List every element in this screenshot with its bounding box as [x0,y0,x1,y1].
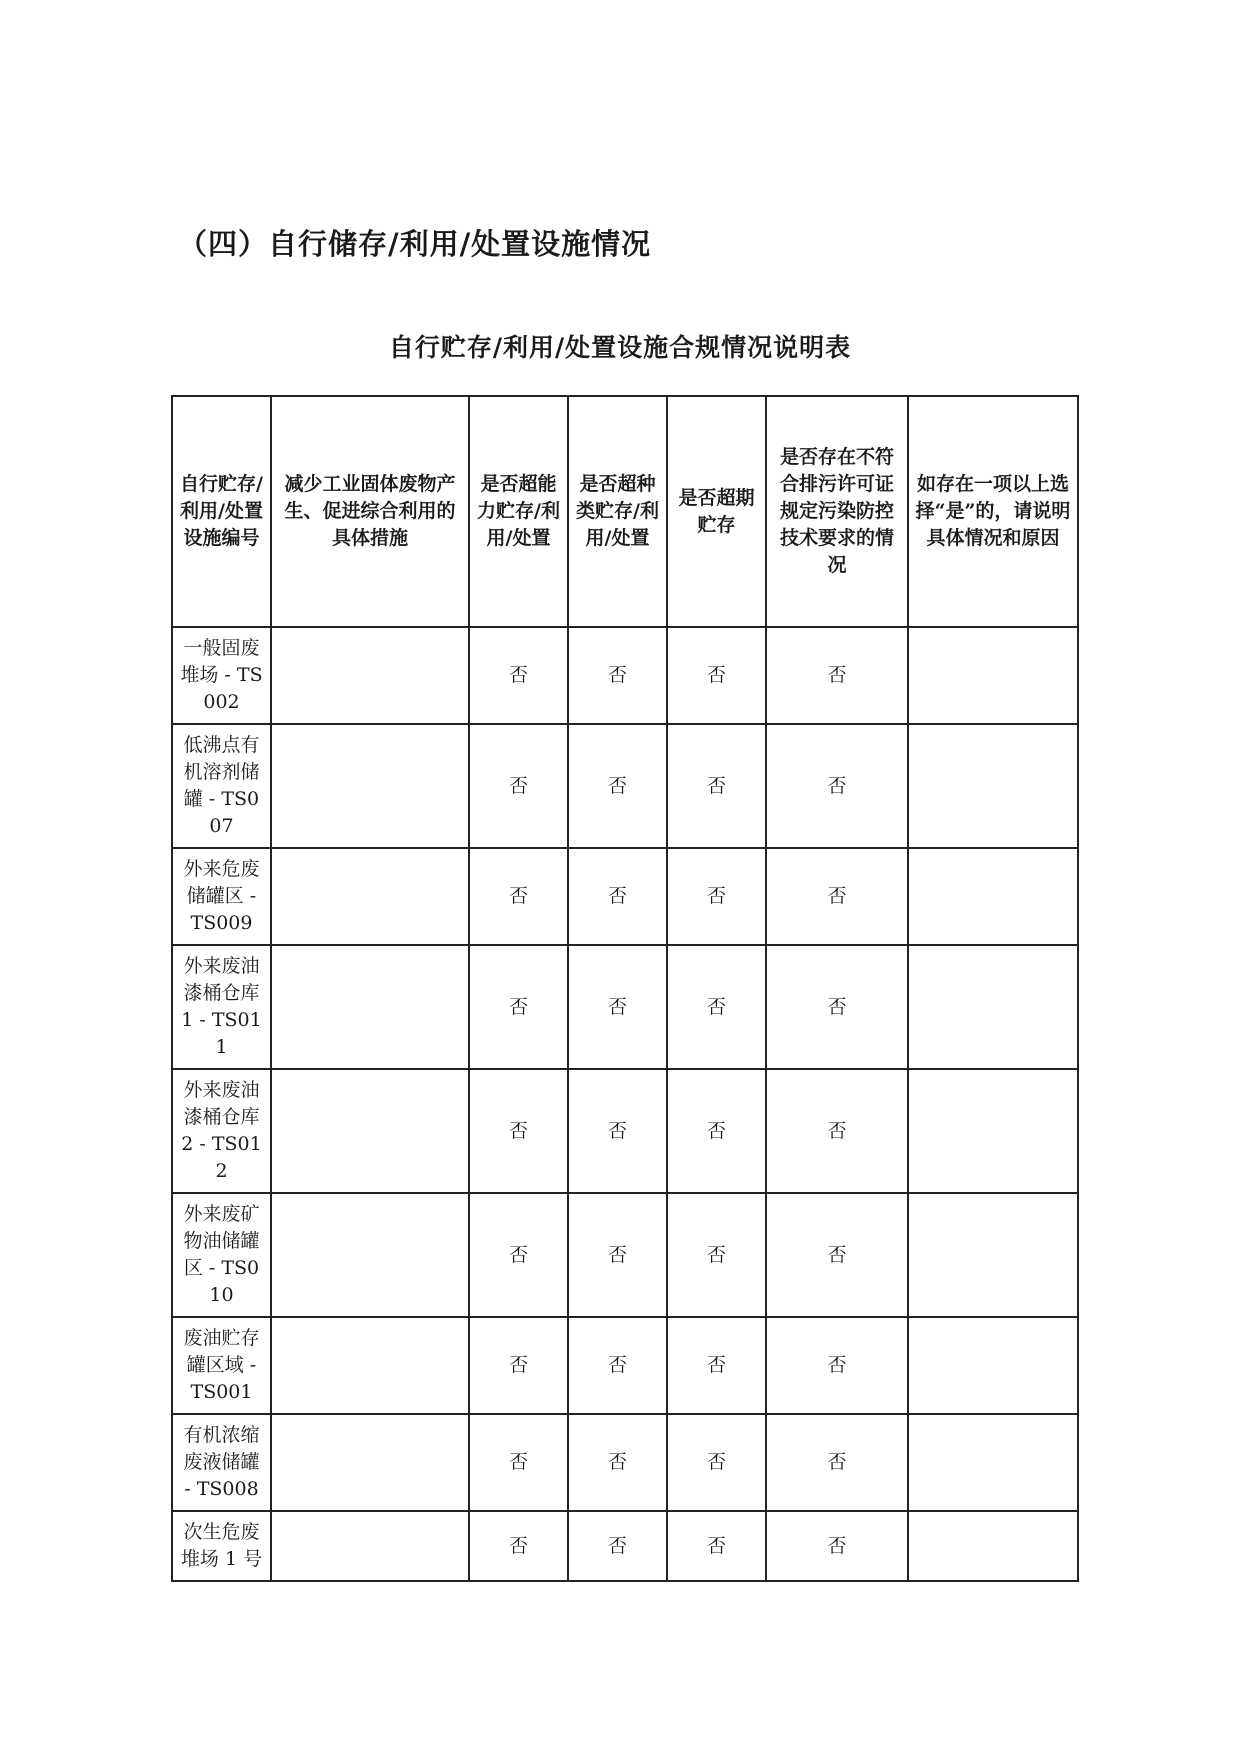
noncompliant-cell: 否 [766,1317,908,1414]
facility-id-cell: 外来废矿物油储罐区 - TS010 [172,1193,271,1317]
over-type-cell: 否 [568,1193,667,1317]
measures-cell [271,848,469,945]
table-title: 自行贮存/利用/处置设施合规情况说明表 [388,333,852,362]
noncompliant-cell: 否 [766,1193,908,1317]
table-row [172,945,1078,1069]
over-type-cell: 否 [568,627,667,724]
over-capacity-cell: 否 [469,1193,568,1317]
over-capacity-cell: 否 [469,1317,568,1414]
table-row [172,848,1078,945]
over-capacity-cell: 否 [469,1511,568,1581]
over-capacity-cell: 否 [469,1414,568,1511]
facility-compliance-table [171,395,1079,1582]
table-row [172,1511,1078,1581]
measures-cell [271,1193,469,1317]
table-row [172,724,1078,848]
over-period-cell: 否 [667,945,766,1069]
over-period-cell: 否 [667,848,766,945]
header-over-period: 是否超期贮存 [667,396,766,627]
facility-id-cell: 次生危废堆场 1 号 [172,1511,271,1581]
over-capacity-cell: 否 [469,945,568,1069]
over-type-cell: 否 [568,945,667,1069]
explanation-cell [908,1414,1078,1511]
explanation-cell [908,1069,1078,1193]
header-over-capacity: 是否超能力贮存/利用/处置 [469,396,568,627]
over-period-cell: 否 [667,627,766,724]
measures-cell [271,1317,469,1414]
table-row [172,627,1078,724]
header-explanation: 如存在一项以上选择“是”的，请说明具体情况和原因 [908,396,1078,627]
table-header-row [172,396,1078,627]
measures-cell [271,724,469,848]
over-period-cell: 否 [667,1511,766,1581]
header-facility-id: 自行贮存/利用/处置设施编号 [172,396,271,627]
table-row [172,1414,1078,1511]
explanation-cell [908,724,1078,848]
table-row [172,1069,1078,1193]
measures-cell [271,1069,469,1193]
explanation-cell [908,627,1078,724]
facility-id-cell: 低沸点有机溶剂储罐 - TS007 [172,724,271,848]
noncompliant-cell: 否 [766,627,908,724]
explanation-cell [908,945,1078,1069]
facility-id-cell: 废油贮存罐区域 - TS001 [172,1317,271,1414]
measures-cell [271,1511,469,1581]
header-noncompliant: 是否存在不符合排污许可证规定污染防控技术要求的情况 [766,396,908,627]
facility-id-cell: 一般固废堆场 - TS002 [172,627,271,724]
over-type-cell: 否 [568,1414,667,1511]
measures-cell [271,945,469,1069]
table-row [172,1193,1078,1317]
over-period-cell: 否 [667,1193,766,1317]
noncompliant-cell: 否 [766,945,908,1069]
facility-id-cell: 外来危废储罐区 - TS009 [172,848,271,945]
over-capacity-cell: 否 [469,724,568,848]
over-period-cell: 否 [667,1414,766,1511]
over-capacity-cell: 否 [469,848,568,945]
measures-cell [271,1414,469,1511]
over-type-cell: 否 [568,724,667,848]
noncompliant-cell: 否 [766,1069,908,1193]
over-type-cell: 否 [568,1511,667,1581]
over-capacity-cell: 否 [469,627,568,724]
explanation-cell [908,1511,1078,1581]
over-type-cell: 否 [568,1069,667,1193]
noncompliant-cell: 否 [766,1414,908,1511]
facility-id-cell: 有机浓缩废液储罐 - TS008 [172,1414,271,1511]
noncompliant-cell: 否 [766,724,908,848]
table-row [172,1317,1078,1414]
section-heading: （四）自行储存/利用/处置设施情况 [178,227,652,261]
over-period-cell: 否 [667,1317,766,1414]
over-type-cell: 否 [568,1317,667,1414]
over-type-cell: 否 [568,848,667,945]
noncompliant-cell: 否 [766,848,908,945]
header-over-type: 是否超种类贮存/利用/处置 [568,396,667,627]
explanation-cell [908,848,1078,945]
facility-id-cell: 外来废油漆桶仓库 2 - TS012 [172,1069,271,1193]
measures-cell [271,627,469,724]
over-period-cell: 否 [667,1069,766,1193]
explanation-cell [908,1193,1078,1317]
explanation-cell [908,1317,1078,1414]
noncompliant-cell: 否 [766,1511,908,1581]
header-measures: 减少工业固体废物产生、促进综合利用的具体措施 [271,396,469,627]
over-capacity-cell: 否 [469,1069,568,1193]
over-period-cell: 否 [667,724,766,848]
facility-id-cell: 外来废油漆桶仓库 1 - TS011 [172,945,271,1069]
